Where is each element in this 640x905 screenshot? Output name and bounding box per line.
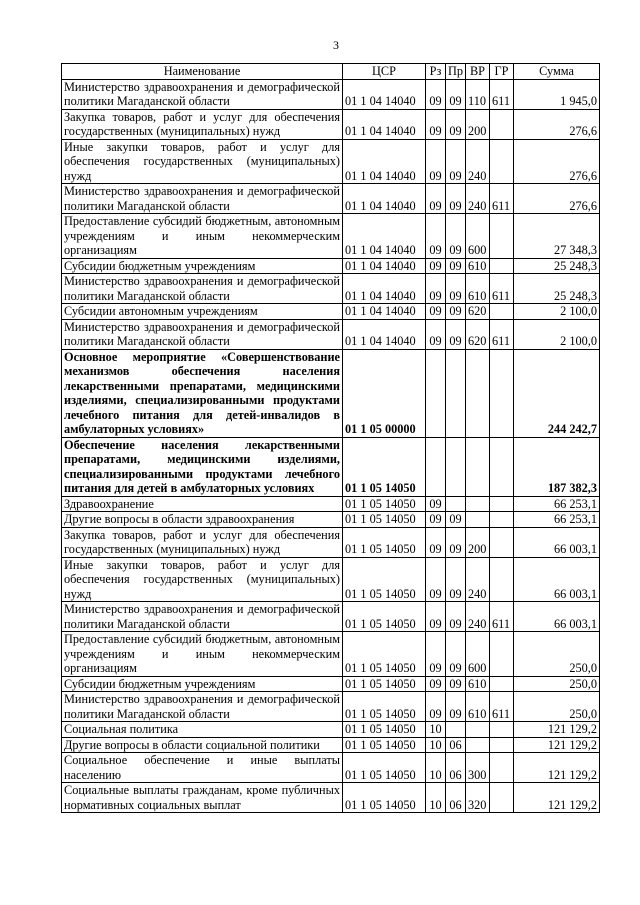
row-gr: [490, 753, 514, 783]
row-rz: 09: [426, 557, 446, 602]
row-name: Закупка товаров, работ и услуг для обеспечения государственных (муниципальных) нужд: [62, 109, 343, 139]
row-pr: 09: [446, 79, 466, 109]
table-row: [62, 274, 600, 304]
header-csr: ЦСР: [343, 64, 426, 80]
table-row: [62, 79, 600, 109]
table-body: [62, 79, 600, 813]
row-csr: 01 1 05 14050: [343, 737, 426, 753]
header-pr: Пр: [446, 64, 466, 80]
row-name: Иные закупки товаров, работ и услуг для обеспечения государственных (муниципальных) нужд: [62, 557, 343, 602]
table-row: [62, 496, 600, 512]
row-name: Министерство здравоохранения и демографической политики Магаданской области: [62, 319, 343, 349]
row-vr: [466, 722, 490, 738]
row-vr: 610: [466, 258, 490, 274]
row-csr: 01 1 05 14050: [343, 676, 426, 692]
row-pr: 09: [446, 214, 466, 259]
row-sum: 27 348,3: [514, 214, 600, 259]
table-row: [62, 437, 600, 496]
row-sum: 25 248,3: [514, 258, 600, 274]
row-csr: 01 1 04 14040: [343, 184, 426, 214]
row-sum: 187 382,3: [514, 437, 600, 496]
row-sum: 1 945,0: [514, 79, 600, 109]
row-csr: 01 1 04 14040: [343, 319, 426, 349]
row-name: Другие вопросы в области здравоохранения: [62, 512, 343, 528]
row-rz: 09: [426, 319, 446, 349]
row-csr: 01 1 05 14050: [343, 632, 426, 677]
row-gr: [490, 783, 514, 813]
row-pr: 06: [446, 783, 466, 813]
row-pr: 09: [446, 557, 466, 602]
row-sum: 250,0: [514, 692, 600, 722]
row-vr: 620: [466, 319, 490, 349]
row-name: Министерство здравоохранения и демографической политики Магаданской области: [62, 79, 343, 109]
row-name: Субсидии бюджетным учреждениям: [62, 258, 343, 274]
row-vr: 300: [466, 753, 490, 783]
row-gr: [490, 632, 514, 677]
row-vr: 320: [466, 783, 490, 813]
row-name: Социальные выплаты гражданам, кроме публичных нормативных социальных выплат: [62, 783, 343, 813]
row-rz: [426, 349, 446, 437]
table-row: [62, 258, 600, 274]
row-sum: 121 129,2: [514, 722, 600, 738]
row-gr: [490, 109, 514, 139]
row-csr: 01 1 05 14050: [343, 557, 426, 602]
row-gr: [490, 214, 514, 259]
row-rz: 09: [426, 304, 446, 320]
row-rz: 09: [426, 79, 446, 109]
row-csr: 01 1 05 14050: [343, 527, 426, 557]
row-csr: 01 1 05 14050: [343, 783, 426, 813]
row-pr: 09: [446, 258, 466, 274]
row-csr: 01 1 05 14050: [343, 602, 426, 632]
header-name: Наименование: [62, 64, 343, 80]
row-vr: [466, 512, 490, 528]
row-vr: 240: [466, 602, 490, 632]
row-sum: 276,6: [514, 139, 600, 184]
row-vr: 600: [466, 632, 490, 677]
row-name: Иные закупки товаров, работ и услуг для обеспечения государственных (муниципальных) нужд: [62, 139, 343, 184]
row-vr: 610: [466, 692, 490, 722]
row-pr: [446, 349, 466, 437]
row-gr: [490, 349, 514, 437]
row-sum: 121 129,2: [514, 737, 600, 753]
row-name: Предоставление субсидий бюджетным, автономным учреждениям и иным некоммерческим организациям: [62, 214, 343, 259]
row-pr: 09: [446, 632, 466, 677]
row-rz: 09: [426, 139, 446, 184]
row-sum: 2 100,0: [514, 304, 600, 320]
row-sum: 66 003,1: [514, 557, 600, 602]
row-name: Министерство здравоохранения и демографической политики Магаданской области: [62, 184, 343, 214]
row-sum: 250,0: [514, 676, 600, 692]
row-rz: 10: [426, 783, 446, 813]
table-row: [62, 753, 600, 783]
page-number: 3: [333, 38, 339, 52]
row-name: Социальная политика: [62, 722, 343, 738]
row-csr: 01 1 04 14040: [343, 109, 426, 139]
row-vr: [466, 349, 490, 437]
row-csr: 01 1 05 14050: [343, 722, 426, 738]
row-gr: [490, 139, 514, 184]
row-gr: 611: [490, 602, 514, 632]
row-vr: 620: [466, 304, 490, 320]
row-vr: 110: [466, 79, 490, 109]
row-pr: 09: [446, 184, 466, 214]
row-gr: [490, 527, 514, 557]
row-name: Министерство здравоохранения и демографической политики Магаданской области: [62, 602, 343, 632]
row-csr: 01 1 05 14050: [343, 512, 426, 528]
table-row: [62, 214, 600, 259]
table-row: [62, 676, 600, 692]
row-sum: 244 242,7: [514, 349, 600, 437]
row-name: Другие вопросы в области социальной политики: [62, 737, 343, 753]
table-row: [62, 527, 600, 557]
row-pr: 09: [446, 602, 466, 632]
row-csr: 01 1 04 14040: [343, 214, 426, 259]
row-rz: 09: [426, 496, 446, 512]
row-sum: 2 100,0: [514, 319, 600, 349]
row-sum: 66 253,1: [514, 512, 600, 528]
row-csr: 01 1 05 14050: [343, 496, 426, 512]
table-row: [62, 632, 600, 677]
row-csr: 01 1 04 14040: [343, 258, 426, 274]
row-pr: 09: [446, 139, 466, 184]
row-pr: 09: [446, 692, 466, 722]
row-rz: 09: [426, 258, 446, 274]
row-pr: 06: [446, 753, 466, 783]
row-pr: 09: [446, 274, 466, 304]
row-vr: 610: [466, 274, 490, 304]
table-header-row: [62, 64, 600, 80]
row-name: Министерство здравоохранения и демографической политики Магаданской области: [62, 692, 343, 722]
row-rz: 09: [426, 602, 446, 632]
row-name: Министерство здравоохранения и демографической политики Магаданской области: [62, 274, 343, 304]
row-gr: [490, 437, 514, 496]
row-pr: 09: [446, 109, 466, 139]
row-csr: 01 1 04 14040: [343, 304, 426, 320]
row-gr: [490, 258, 514, 274]
row-rz: 09: [426, 632, 446, 677]
row-csr: 01 1 04 14040: [343, 139, 426, 184]
row-pr: [446, 496, 466, 512]
table-row: [62, 109, 600, 139]
row-name: Предоставление субсидий бюджетным, автономным учреждениям и иным некоммерческим организациям: [62, 632, 343, 677]
row-name: Здравоохранение: [62, 496, 343, 512]
row-rz: 10: [426, 737, 446, 753]
row-vr: [466, 496, 490, 512]
row-gr: 611: [490, 274, 514, 304]
row-rz: 09: [426, 527, 446, 557]
row-rz: [426, 437, 446, 496]
row-name: Социальное обеспечение и иные выплаты населению: [62, 753, 343, 783]
row-name: Обеспечение населения лекарственными препаратами, медицинскими изделиями, специализированными продуктами лечебного питания для детей в амбулаторных условиях: [62, 437, 343, 496]
row-rz: 09: [426, 274, 446, 304]
row-gr: [490, 512, 514, 528]
row-vr: 240: [466, 139, 490, 184]
table-row: [62, 349, 600, 437]
header-gr: ГР: [490, 64, 514, 80]
row-rz: 10: [426, 722, 446, 738]
row-name: Субсидии бюджетным учреждениям: [62, 676, 343, 692]
row-gr: 611: [490, 692, 514, 722]
row-sum: 276,6: [514, 109, 600, 139]
row-rz: 09: [426, 676, 446, 692]
row-vr: 240: [466, 557, 490, 602]
row-csr: 01 1 05 00000: [343, 349, 426, 437]
row-rz: 10: [426, 753, 446, 783]
row-rz: 09: [426, 184, 446, 214]
row-sum: 250,0: [514, 632, 600, 677]
row-csr: 01 1 04 14040: [343, 79, 426, 109]
row-vr: 200: [466, 109, 490, 139]
row-pr: 09: [446, 527, 466, 557]
row-gr: 611: [490, 319, 514, 349]
table-row: [62, 602, 600, 632]
row-csr: 01 1 04 14040: [343, 274, 426, 304]
table-row: [62, 139, 600, 184]
row-gr: [490, 676, 514, 692]
table-row: [62, 692, 600, 722]
row-gr: [490, 496, 514, 512]
header-sum: Сумма: [514, 64, 600, 80]
table-row: [62, 319, 600, 349]
row-csr: 01 1 05 14050: [343, 437, 426, 496]
row-csr: 01 1 05 14050: [343, 753, 426, 783]
row-sum: 121 129,2: [514, 753, 600, 783]
table-row: [62, 737, 600, 753]
row-csr: 01 1 05 14050: [343, 692, 426, 722]
row-name: Закупка товаров, работ и услуг для обеспечения государственных (муниципальных) нужд: [62, 527, 343, 557]
row-gr: 611: [490, 79, 514, 109]
row-name: Субсидии автономным учреждениям: [62, 304, 343, 320]
header-vr: ВР: [466, 64, 490, 80]
row-pr: 09: [446, 304, 466, 320]
table-row: [62, 557, 600, 602]
row-vr: 600: [466, 214, 490, 259]
row-pr: 06: [446, 737, 466, 753]
row-vr: 240: [466, 184, 490, 214]
row-sum: 25 248,3: [514, 274, 600, 304]
row-gr: [490, 557, 514, 602]
row-gr: [490, 737, 514, 753]
row-rz: 09: [426, 109, 446, 139]
table-row: [62, 783, 600, 813]
row-pr: 09: [446, 512, 466, 528]
row-sum: 66 003,1: [514, 527, 600, 557]
row-sum: 66 253,1: [514, 496, 600, 512]
row-vr: 200: [466, 527, 490, 557]
row-pr: 09: [446, 319, 466, 349]
row-vr: [466, 437, 490, 496]
row-gr: [490, 304, 514, 320]
row-sum: 276,6: [514, 184, 600, 214]
table-row: [62, 722, 600, 738]
row-vr: 610: [466, 676, 490, 692]
row-gr: 611: [490, 184, 514, 214]
row-gr: [490, 722, 514, 738]
row-pr: [446, 437, 466, 496]
budget-table: [61, 63, 600, 813]
row-rz: 09: [426, 214, 446, 259]
table-row: [62, 512, 600, 528]
table-row: [62, 304, 600, 320]
row-sum: 66 003,1: [514, 602, 600, 632]
row-name: Основное мероприятие «Совершенствование механизмов обеспечения населения лекарственными препаратами, медицинскими изделиями, специализированными продуктами лечебного питания для детей-инвалидов в амбулаторных условиях»: [62, 349, 343, 437]
row-sum: 121 129,2: [514, 783, 600, 813]
row-vr: [466, 737, 490, 753]
row-rz: 09: [426, 512, 446, 528]
row-pr: [446, 722, 466, 738]
header-rz: Рз: [426, 64, 446, 80]
table-row: [62, 184, 600, 214]
row-pr: 09: [446, 676, 466, 692]
row-rz: 09: [426, 692, 446, 722]
